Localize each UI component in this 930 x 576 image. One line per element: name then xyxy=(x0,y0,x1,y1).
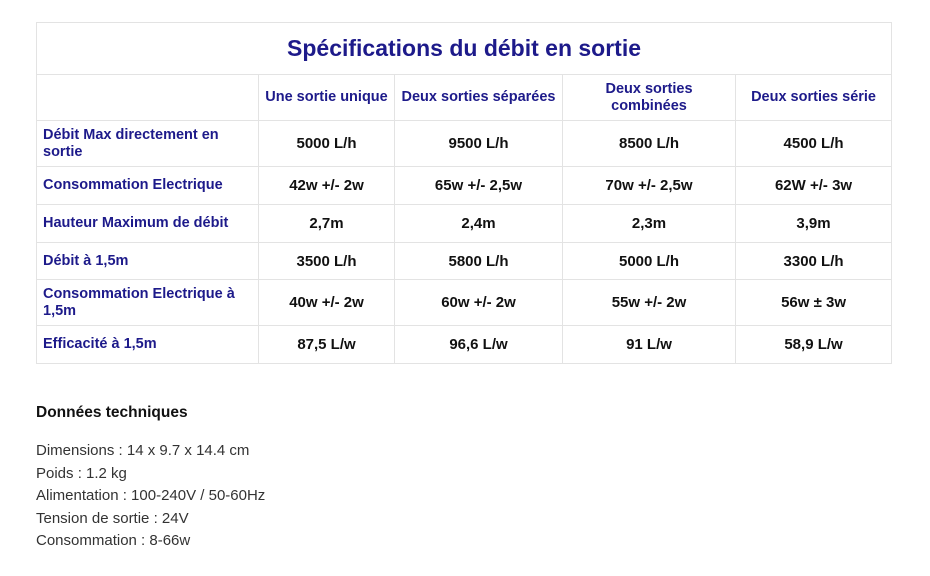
spec-table xyxy=(36,22,892,364)
table-cell: 9500 L/h xyxy=(395,121,563,167)
row-label: Hauteur Maximum de débit xyxy=(37,205,259,243)
table-cell: 5800 L/h xyxy=(395,243,563,280)
tech-line: Alimentation : 100-240V / 50-60Hz xyxy=(36,487,266,504)
table-title: Spécifications du débit en sortie xyxy=(37,23,892,75)
table-cell: 3300 L/h xyxy=(736,243,892,280)
row-label: Efficacité à 1,5m xyxy=(37,326,259,364)
table-cell: 2,3m xyxy=(563,205,736,243)
table-row xyxy=(37,205,892,243)
table-cell: 65w +/- 2,5w xyxy=(395,167,563,205)
tech-line: Poids : 1.2 kg xyxy=(36,464,127,482)
tech-data-section xyxy=(36,404,265,553)
table-cell: 91 L/w xyxy=(563,326,736,364)
column-header: Une sortie unique xyxy=(259,75,395,121)
column-header: Deux sorties séparées xyxy=(395,75,563,121)
table-cell: 60w +/- 2w xyxy=(395,280,563,326)
table-cell: 58,9 L/w xyxy=(736,326,892,364)
table-cell: 3500 L/h xyxy=(259,243,395,280)
tech-line: Consommation : 8-66w xyxy=(36,532,191,549)
table-cell: 5000 L/h xyxy=(563,243,736,280)
table-row xyxy=(37,280,892,326)
row-label: Débit Max directement en sortie xyxy=(37,121,259,167)
row-label: Consommation Electrique à 1,5m xyxy=(37,280,259,326)
table-cell: 96,6 L/w xyxy=(395,326,563,364)
row-label: Débit à 1,5m xyxy=(37,243,259,280)
tech-heading: Données techniques xyxy=(36,404,188,421)
column-header-empty xyxy=(37,75,259,121)
table-cell: 40w +/- 2w xyxy=(259,280,395,326)
table-cell: 55w +/- 2w xyxy=(563,280,736,326)
table-cell: 62W +/- 3w xyxy=(736,167,892,205)
row-label: Consommation Electrique xyxy=(37,167,259,205)
table-header-row xyxy=(37,75,892,121)
table-cell: 70w +/- 2,5w xyxy=(563,167,736,205)
table-row xyxy=(37,167,892,205)
tech-line: Dimensions : 14 x 9.7 x 14.4 cm xyxy=(36,442,250,459)
table-row xyxy=(37,243,892,280)
table-row xyxy=(37,326,892,364)
table-row xyxy=(37,121,892,167)
table-cell: 2,4m xyxy=(395,205,563,243)
table-cell: 56w ± 3w xyxy=(736,280,892,326)
table-cell: 8500 L/h xyxy=(563,121,736,167)
table-cell: 2,7m xyxy=(259,205,395,243)
column-header: Deux sorties combinées xyxy=(563,75,736,121)
table-cell: 4500 L/h xyxy=(736,121,892,167)
table-cell: 42w +/- 2w xyxy=(259,167,395,205)
table-cell: 5000 L/h xyxy=(259,121,395,167)
table-cell: 87,5 L/w xyxy=(259,326,395,364)
tech-line: Tension de sortie : 24V xyxy=(36,509,189,527)
column-header: Deux sorties série xyxy=(736,75,892,121)
table-cell: 3,9m xyxy=(736,205,892,243)
